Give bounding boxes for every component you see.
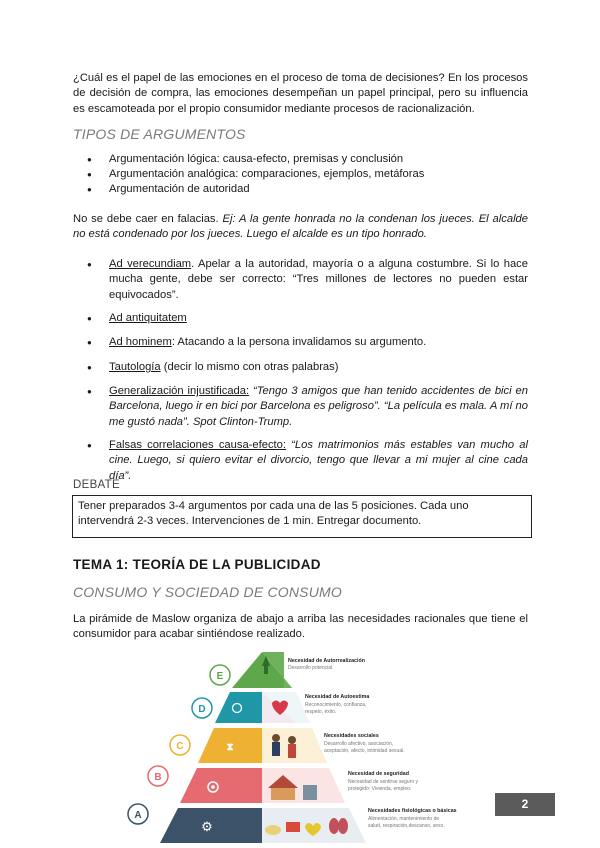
pyramid-tier-d — [192, 692, 369, 723]
tier-letter: E — [216, 671, 224, 682]
tier-image — [262, 728, 304, 763]
tier-right-shape — [348, 808, 366, 843]
person-icon — [272, 742, 280, 756]
fallacy-name: Tautología — [109, 361, 161, 373]
person-icon — [272, 734, 280, 742]
tier-left-shape — [215, 692, 262, 723]
maslow-paragraph: La pirámide de Maslow organiza de abajo a arriba las necesidades racionales que tiene el consumidor para acabar sintiéndose realizado. — [73, 613, 528, 641]
fallacy-name: Falsas correlaciones causa-efecto: — [109, 439, 286, 451]
target-icon — [211, 785, 215, 789]
pyramid-tier-b — [148, 766, 419, 803]
person-icon — [303, 785, 317, 800]
tier-desc: Desarrollo potencial. — [288, 665, 334, 671]
tier-title: Necesidad de seguridad — [348, 771, 409, 777]
list-item: ● Argumentación lógica: causa-efecto, premisas y conclusión — [73, 152, 528, 167]
tier-desc: Necesidad de sentirse seguro y — [348, 779, 419, 785]
tier-title: Necesidad de Autorrealización — [288, 658, 365, 664]
tier-letter: A — [134, 810, 142, 821]
consumo-heading: CONSUMO Y SOCIEDAD DE CONSUMO — [73, 584, 342, 600]
page-number: 2 — [495, 793, 555, 816]
intro-paragraph: ¿Cuál es el papel de las emociones en el proceso de toma de decisiones? En los procesos de decisión de compra, las emociones desempeñan un papel principal, pero su influencia es escamoteada por el propio consumidor mediante procesos de racionalización. — [73, 72, 528, 115]
tema-title: TEMA 1: TEORÍA DE LA PUBLICIDAD — [73, 557, 321, 572]
person-icon — [288, 736, 296, 744]
fallacy-text: : Atacando a la persona invalidamos su argumento. — [171, 336, 427, 348]
tier-title: Necesidades sociales — [324, 733, 379, 739]
tier-letter: B — [154, 772, 162, 783]
tier-title: Necesidad de Autoestima — [305, 694, 370, 700]
debate-label: DEBATE — [73, 479, 120, 491]
tipos-heading: TIPOS DE ARGUMENTOS — [73, 126, 246, 142]
tier-title: Necesidades fisiológicas o básicas — [368, 808, 457, 814]
tier-letter: D — [198, 704, 206, 715]
fallacies-example: Ej: A la gente honrada no la condenan los jueces. El alcalde no está condenado por los jueces. Luego el alcalde es un tipo honrado. — [73, 213, 528, 241]
fallacies-lead: No se debe caer en falacias. — [73, 213, 223, 225]
tier-right-shape — [324, 768, 345, 803]
fallacy-example: “Los matrimonios más estables van mucho al cine. Luego, si quiero evitar el divorcio, tengo que llevar a mi mujer al cine cada día”. — [109, 439, 529, 482]
food-icon — [265, 825, 281, 835]
list-item: ● Argumentación de autoridad — [73, 182, 528, 197]
fallacy-text: . Apelar a la autoridad, mayoría o a alguna costumbre. Si lo hace mucha gente, debe ser correcto: “Tres millones de lectores no pueden estar equivocados”. — [109, 258, 528, 301]
debate-box: Tener preparados 3-4 argumentos por cada una de las 5 posiciones. Cada uno intervendrá 2-3 veces. Intervenciones de 1 min. Entregar documento. — [72, 495, 532, 538]
house-icon — [271, 788, 295, 800]
person-icon — [288, 744, 296, 758]
tier-desc: Alimentación, mantenimiento de — [368, 816, 440, 822]
pyramid-tier-c — [170, 728, 405, 763]
tier-desc: aceptación, afecto, intimidad sexual. — [324, 748, 405, 754]
fallacy-name: Ad antiquitatem — [109, 312, 187, 324]
fallacy-example: “Tengo 3 amigos que han tenido accidentes de bici en Barcelona, luego ir en bici por Barcelona es peligroso”. “La película es mala. A mí no me gustó nada”. Spot Clinton-Trump. — [109, 385, 528, 428]
tier-desc: Desarrollo afectivo, asociación, — [324, 741, 394, 747]
pyramid-tier-a — [128, 804, 457, 843]
hourglass-icon: ⧗ — [226, 742, 234, 753]
tier-desc: Reconocimiento, confianza, — [305, 702, 367, 708]
tier-letter: C — [176, 741, 184, 752]
fallacy-name: Ad verecundiam — [109, 258, 192, 270]
fallacy-name: Generalización injustificada: — [109, 385, 250, 397]
fallacy-text: (decir lo mismo con otras palabras) — [160, 361, 339, 373]
tier-desc: salud, respiración,descanso, sexo. — [368, 823, 445, 829]
fallacy-name: Ad hominem — [109, 336, 172, 348]
tier-left-shape — [180, 768, 262, 803]
pyramid-tier-e — [210, 652, 365, 688]
food-icon — [286, 822, 300, 832]
gear-icon: ⚙ — [201, 819, 213, 834]
lungs-icon — [329, 818, 339, 834]
lungs-icon — [338, 818, 348, 834]
tier-desc: respeto, éxito. — [305, 709, 337, 715]
list-item: ● Argumentación analógica: comparaciones, ejemplos, metáforas — [73, 167, 528, 182]
tier-desc: protegido: Vivienda, empleo. — [348, 786, 412, 792]
